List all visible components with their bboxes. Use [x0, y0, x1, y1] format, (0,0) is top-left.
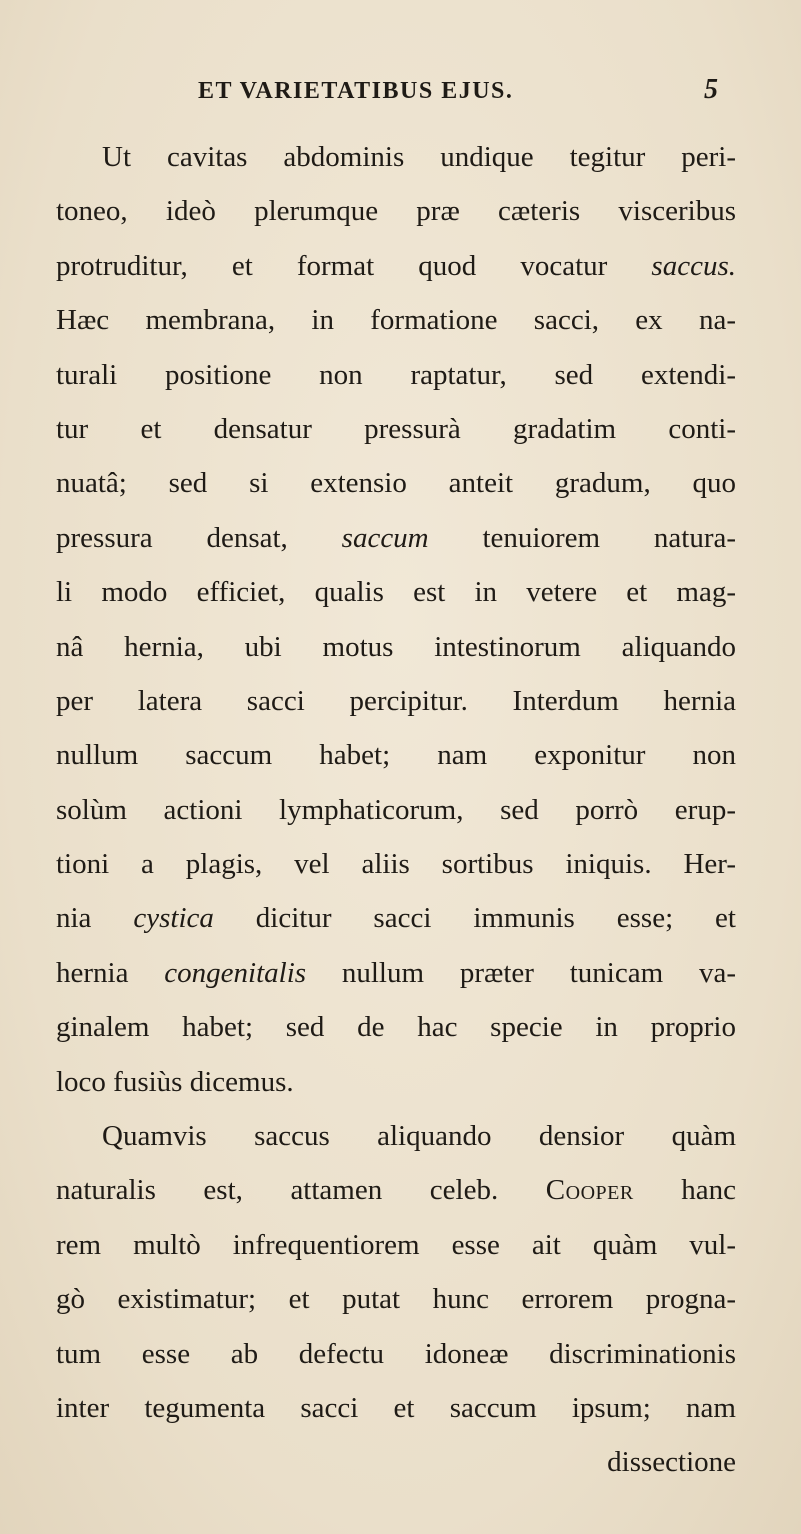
text-line: Hæc membrana, in formatione sacci, ex na-: [56, 304, 736, 337]
text-line: solùm actioni lymphaticorum, sed porrò erup-: [56, 793, 736, 826]
text-line: gò existimatur; et putat hunc errorem progna-: [56, 1283, 736, 1316]
text-line: nullum saccum habet; nam exponitur non: [56, 739, 736, 772]
text-line: tum esse ab defectu idoneæ discriminationis: [56, 1337, 736, 1370]
text-line: nia cystica dicitur sacci immunis esse; et: [56, 902, 736, 935]
page-header: [198, 74, 718, 114]
text-line: loco fusiùs dicemus.: [56, 1065, 294, 1098]
text-line: Quamvis saccus aliquando densior quàm: [102, 1120, 736, 1153]
catchword: dissectione: [607, 1446, 736, 1479]
text-line: pressura densat, saccum tenuiorem natura-: [56, 521, 737, 554]
text-line: rem multò infrequentiorem esse ait quàm vul-: [56, 1228, 736, 1261]
italic-term: congenitalis: [164, 956, 307, 989]
italic-term: saccum: [341, 521, 429, 554]
running-head: ET VARIETATIBUS EJUS.: [198, 78, 514, 104]
text-line: tioni a plagis, vel aliis sortibus iniquis. Her-: [56, 848, 736, 881]
text-line: hernia congenitalis nullum præter tunicam va-: [56, 956, 736, 989]
text-line: ginalem habet; sed de hac specie in proprio: [56, 1011, 736, 1044]
text-line: toneo, ideò plerumque præ cæteris visceribus: [56, 195, 736, 228]
text-line: inter tegumenta sacci et saccum ipsum; nam: [56, 1391, 736, 1424]
text-line: per latera sacci percipitur. Interdum hernia: [56, 684, 736, 717]
page-number: 5: [704, 74, 718, 105]
text-line: naturalis est, attamen celeb. Cooper hanc: [56, 1174, 737, 1207]
italic-term: saccus.: [651, 249, 736, 282]
text-line: turali positione non raptatur, sed extendi-: [56, 358, 736, 391]
text-line: nuatâ; sed si extensio anteit gradum, quo: [56, 467, 736, 500]
body-text: [56, 130, 736, 1490]
text-line: nâ hernia, ubi motus intestinorum aliquando: [56, 630, 736, 663]
text-line: Ut cavitas abdominis undique tegitur peri-: [102, 141, 736, 173]
text-line: li modo efficiet, qualis est in vetere et mag-: [56, 576, 736, 609]
italic-term: cystica: [133, 902, 214, 935]
text-line: tur et densatur pressurà gradatim conti-: [56, 412, 736, 445]
text-line: protruditur, et format quod vocatur saccus.: [56, 249, 736, 282]
author-name: Cooper: [545, 1174, 634, 1207]
